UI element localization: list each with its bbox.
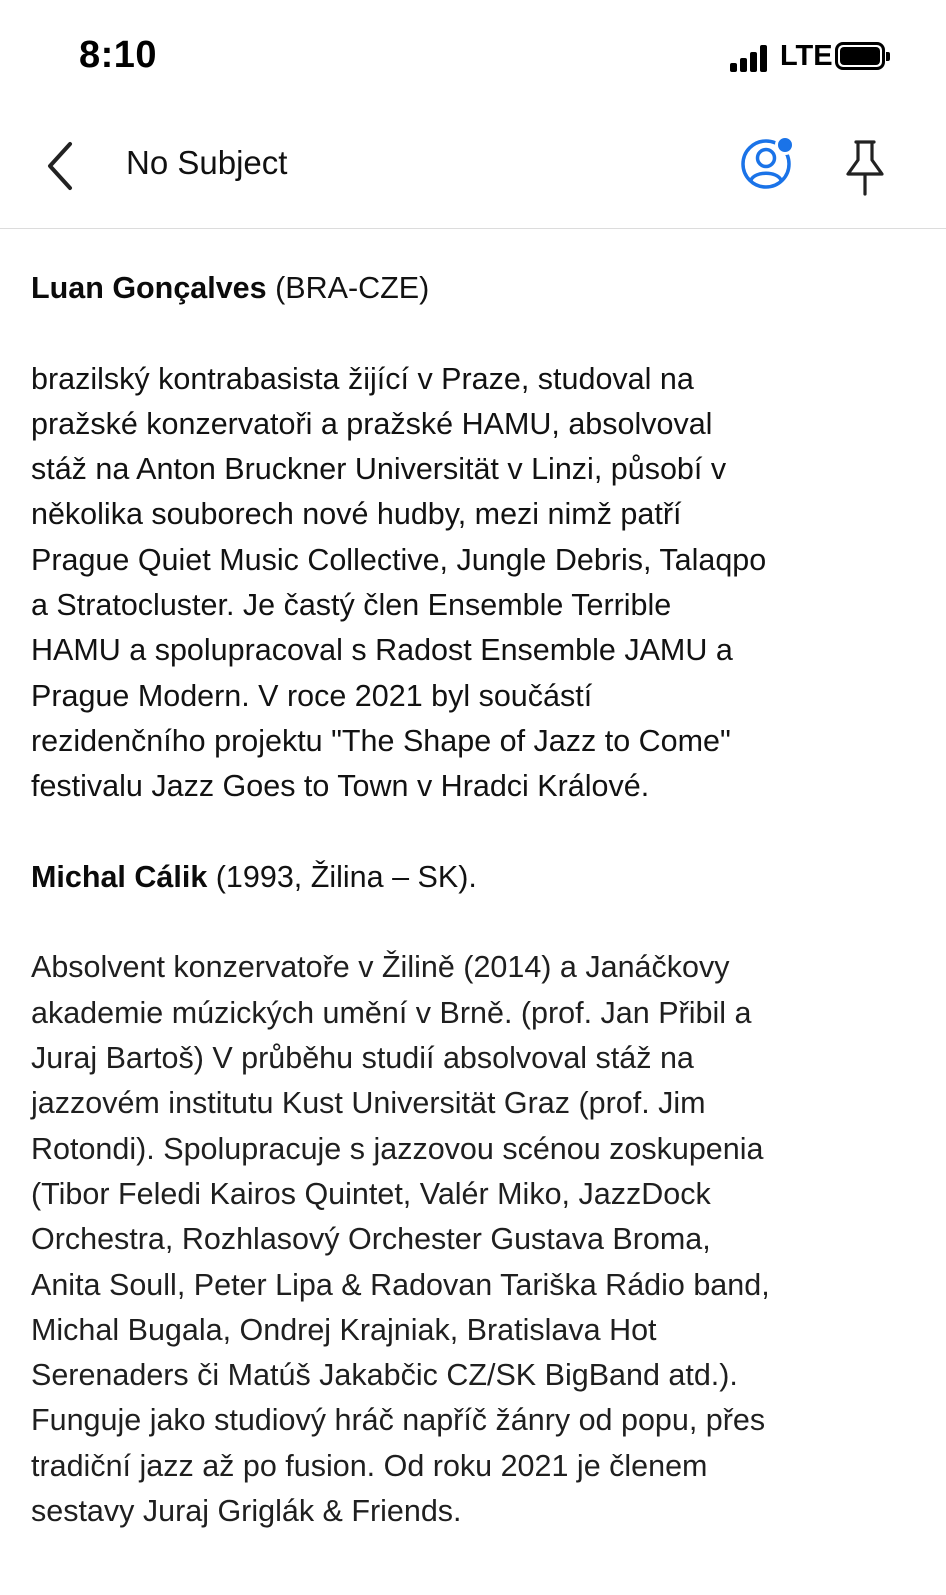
subject-title: No Subject [126,144,288,181]
bio-line: Serenaders či Matúš Jakabčic CZ/SK BigBand atd.). [31,1358,738,1393]
bio-line: sestavy Juraj Griglák & Friends. [31,1494,462,1529]
bio-line: Juraj Bartoš) V průběhu studií absolvoval stáž na [31,1041,694,1076]
person-2-name: Michal Cálik [31,859,208,894]
bio-line: (Tibor Feledi Kairos Quintet, Valér Miko, JazzDock [31,1176,711,1211]
bio-line: několika souborech nové hudby, mezi nimž patří [31,497,682,532]
account-button[interactable] [738,132,800,194]
bio-line: Anita Soull, Peter Lipa & Radovan Tariška Rádio band, [31,1267,770,1302]
bio-line: Prague Modern. V roce 2021 byl součástí [31,678,593,713]
bio-line: jazzovém institutu Kust Universität Graz (prof. Jim [31,1086,706,1121]
carrier-label: LTE [780,40,833,72]
person-1-name: Luan Gonçalves [31,271,267,305]
status-time: 8:10 [79,34,158,76]
bio-line: Michal Bugala, Ondrej Krajniak, Bratislava Hot [31,1312,657,1347]
bio-line: rezidenčního projektu "The Shape of Jazz to Come" [31,723,731,758]
bio-line: a Stratocluster. Je častý člen Ensemble Terrible [31,588,672,623]
message-body [31,266,911,1534]
person-1-bio [31,357,911,810]
person-1-heading [31,266,911,311]
bio-line: stáž na Anton Bruckner Universität v Linzi, působí v [31,452,727,487]
battery-icon [835,42,887,70]
bio-line: Rotondi). Spolupracuje s jazzovou scénou zoskupenia [31,1131,764,1166]
back-chevron-icon [40,138,84,194]
account-icon [738,132,800,194]
message-header [0,110,946,229]
bio-line: Absolvent konzervatoře v Žilině (2014) a Janáčkovy [31,950,730,985]
person-2-origin: (1993, Žilina – SK). [207,859,477,894]
person-1-origin: (BRA-CZE) [266,271,430,305]
pin-button[interactable] [838,136,892,198]
pin-icon [838,136,892,198]
bio-line: Funguje jako studiový hráč napříč žánry od popu, přes [31,1403,766,1438]
status-bar [0,0,946,110]
bio-line: Orchestra, Rozhlasový Orchester Gustava Broma, [31,1222,711,1257]
bio-line: festivalu Jazz Goes to Town v Hradci Králové. [31,769,650,804]
person-2-bio [31,945,911,1534]
bio-line: akademie múzických umění v Brně. (prof. Jan Přibil a [31,995,752,1030]
bio-line: brazilský kontrabasista žijící v Praze, studoval na [31,361,694,396]
bio-line: HAMU a spolupracoval s Radost Ensemble JAMU a [31,633,733,668]
bio-line: pražské konzervatoři a pražské HAMU, absolvoval [31,406,713,441]
bio-line: Prague Quiet Music Collective, Jungle Debris, Talaqpo [31,542,767,577]
signal-icon [730,44,772,72]
back-button[interactable] [40,138,84,194]
person-2-heading [31,855,911,900]
bio-line: tradiční jazz až po fusion. Od roku 2021 je členem [31,1448,708,1483]
